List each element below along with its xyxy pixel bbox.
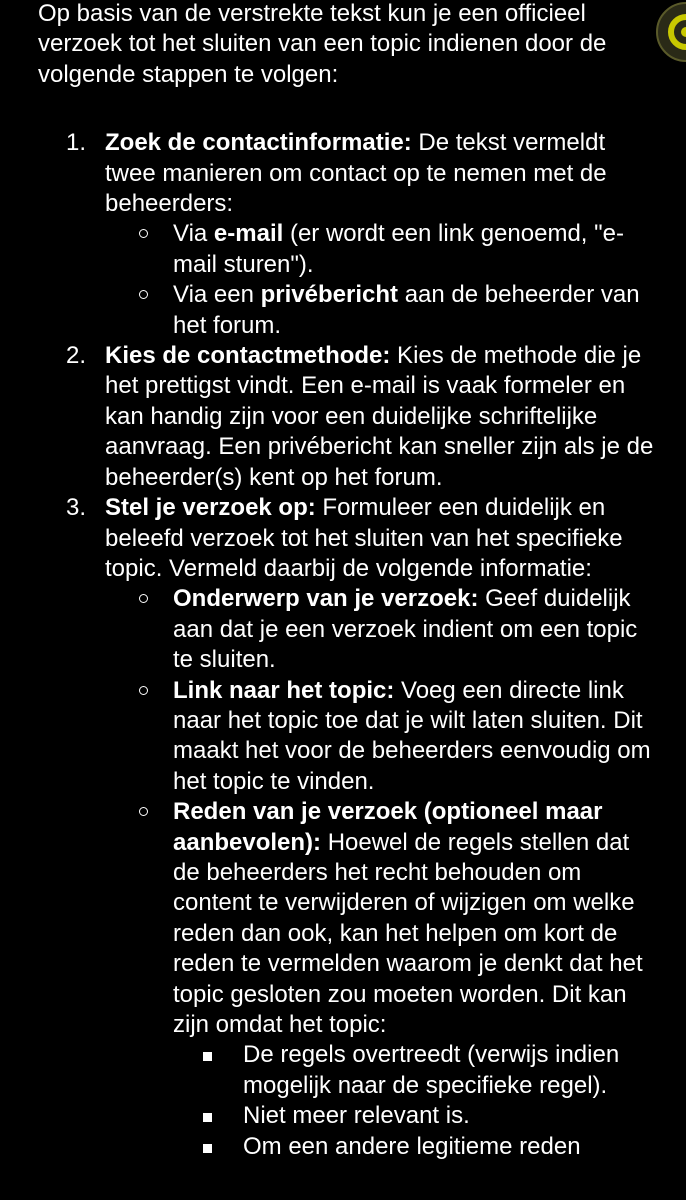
sub-item — [38, 797, 654, 1162]
sub-item-pre: Via een — [173, 281, 261, 309]
sub-item-bold: Reden van je verzoek (optioneel maar aanbevolen): — [173, 798, 603, 856]
sub-item-pre: Via — [173, 220, 214, 248]
sub-item-post: aan de beheerder van het forum. — [173, 281, 640, 339]
step-title: Kies de contactmethode: — [105, 342, 391, 370]
sub-item-post: Hoewel de regels stellen dat de beheerders het recht behouden om content te verwijderen of wijzigen om welke reden dan ook, kan het helpen om kort de reden te vermelden waarom je denkt dat het topic gesloten zou moeten worden. Dit kan zijn omdat het topic: — [173, 828, 643, 1038]
circle-bullet-icon — [139, 290, 148, 299]
sub-item-bold: e-mail — [213, 220, 284, 248]
nested-list-item — [38, 1040, 654, 1101]
intro-paragraph: Op basis van de verstrekte tekst kun je een officieel verzoek tot het sluiten van een topic indienen door de volgende stappen te volgen: — [38, 0, 607, 88]
steps-list — [38, 128, 654, 1162]
nested-list-item — [38, 1132, 654, 1162]
step-item-2 — [38, 341, 654, 493]
response-content — [38, 0, 654, 1162]
step-item-1 — [38, 128, 654, 341]
sub-item — [38, 676, 654, 798]
step-text — [105, 493, 654, 584]
step-body: De tekst vermeldt twee manieren om contact op te nemen met de beheerders: — [105, 129, 607, 218]
square-bullet-icon — [203, 1113, 212, 1122]
sub-item-bold: Onderwerp van je verzoek: — [173, 585, 479, 613]
step-body: Kies de methode die je het prettigst vindt. Een e-mail is vaak formeler en kan handig zijn voor een duidelijke schriftelijke aanvraag. Een privébericht kan sneller zijn als je de beheerder(s) kent op het forum. — [105, 342, 654, 491]
square-bullet-icon — [203, 1144, 212, 1153]
nested-item-text: Om een andere legitieme reden — [243, 1132, 581, 1160]
assistant-badge-icon[interactable] — [656, 2, 686, 62]
sub-item-post: (er wordt een link genoemd, "e-mail sturen"). — [173, 220, 624, 278]
step-text — [105, 341, 654, 493]
circle-bullet-icon — [139, 686, 148, 695]
step-title: Stel je verzoek op: — [105, 494, 316, 522]
step-number: 3. — [66, 494, 87, 522]
step-number: 2. — [66, 342, 87, 370]
sub-list — [105, 219, 654, 341]
sub-item-bold: Link naar het topic: — [173, 676, 395, 704]
nested-sub-list — [173, 1040, 654, 1162]
badge-ring-icon — [662, 8, 686, 56]
sub-item — [38, 280, 654, 341]
sub-item — [38, 584, 654, 675]
step-text — [105, 128, 654, 219]
square-bullet-icon — [203, 1052, 212, 1061]
step-title: Zoek de contactinformatie: — [105, 129, 412, 157]
step-body: Formuleer een duidelijk en beleefd verzoek tot het sluiten van het specifieke topic. Vermeld daarbij de volgende informatie: — [105, 494, 623, 582]
nested-item-text: De regels overtreedt (verwijs indien mogelijk naar de specifieke regel). — [243, 1041, 620, 1099]
sub-item — [38, 219, 654, 280]
circle-bullet-icon — [139, 229, 148, 238]
sub-item-post: Geef duidelijk aan dat je een verzoek indient om een topic te sluiten. — [173, 585, 638, 674]
step-item-3 — [38, 493, 654, 1162]
sub-list — [105, 584, 654, 1162]
nested-item-text: Niet meer relevant is. — [243, 1102, 470, 1130]
step-number: 1. — [66, 129, 87, 157]
circle-bullet-icon — [139, 594, 148, 603]
sub-item-bold: privébericht — [260, 281, 399, 309]
nested-list-item — [38, 1101, 654, 1131]
sub-item-post: Voeg een directe link naar het topic toe dat je wilt laten sluiten. Dit maakt het voor de beheerders eenvoudig om het topic te vinden. — [173, 676, 651, 795]
circle-bullet-icon — [139, 807, 148, 816]
